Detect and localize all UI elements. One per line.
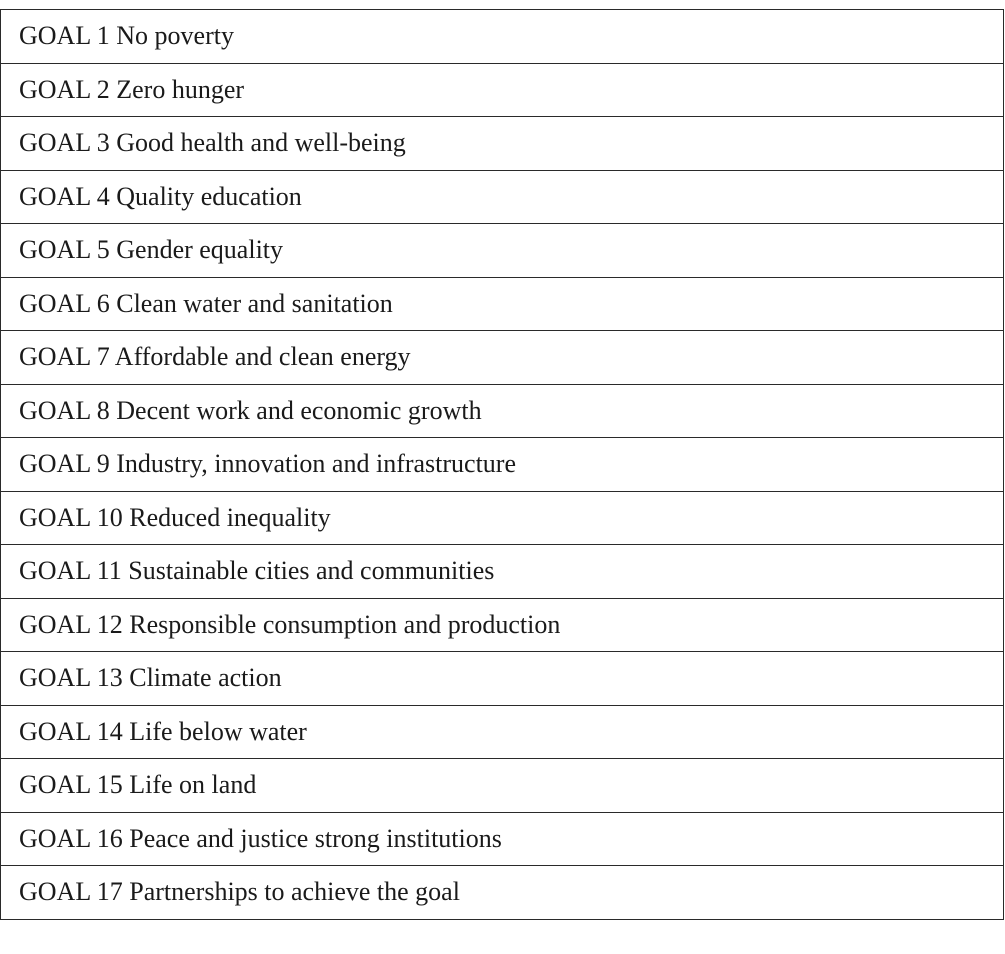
table-row <box>1 384 1004 438</box>
goal-cell: GOAL 7 Affordable and clean energy <box>1 331 1004 385</box>
table-row <box>1 331 1004 385</box>
goals-table <box>0 9 1004 920</box>
goal-cell: GOAL 14 Life below water <box>1 705 1004 759</box>
goal-cell: GOAL 10 Reduced inequality <box>1 491 1004 545</box>
table-row <box>1 438 1004 492</box>
table-row <box>1 705 1004 759</box>
table-row <box>1 10 1004 64</box>
goal-cell: GOAL 1 No poverty <box>1 10 1004 64</box>
table-row <box>1 224 1004 278</box>
table-row <box>1 759 1004 813</box>
goal-cell: GOAL 8 Decent work and economic growth <box>1 384 1004 438</box>
goal-cell: GOAL 5 Gender equality <box>1 224 1004 278</box>
goal-cell: GOAL 3 Good health and well-being <box>1 117 1004 171</box>
goal-cell: GOAL 16 Peace and justice strong institutions <box>1 812 1004 866</box>
goal-cell: GOAL 15 Life on land <box>1 759 1004 813</box>
goal-cell: GOAL 6 Clean water and sanitation <box>1 277 1004 331</box>
goal-cell: GOAL 12 Responsible consumption and production <box>1 598 1004 652</box>
table-row <box>1 866 1004 920</box>
goal-cell: GOAL 11 Sustainable cities and communities <box>1 545 1004 599</box>
table-row <box>1 545 1004 599</box>
table-row <box>1 491 1004 545</box>
table-row <box>1 652 1004 706</box>
table-row <box>1 812 1004 866</box>
table-row <box>1 277 1004 331</box>
goal-cell: GOAL 17 Partnerships to achieve the goal <box>1 866 1004 920</box>
table-row <box>1 170 1004 224</box>
goal-cell: GOAL 2 Zero hunger <box>1 63 1004 117</box>
table-row <box>1 117 1004 171</box>
table-row <box>1 598 1004 652</box>
goal-cell: GOAL 4 Quality education <box>1 170 1004 224</box>
goal-cell: GOAL 9 Industry, innovation and infrastructure <box>1 438 1004 492</box>
table-row <box>1 63 1004 117</box>
goal-cell: GOAL 13 Climate action <box>1 652 1004 706</box>
